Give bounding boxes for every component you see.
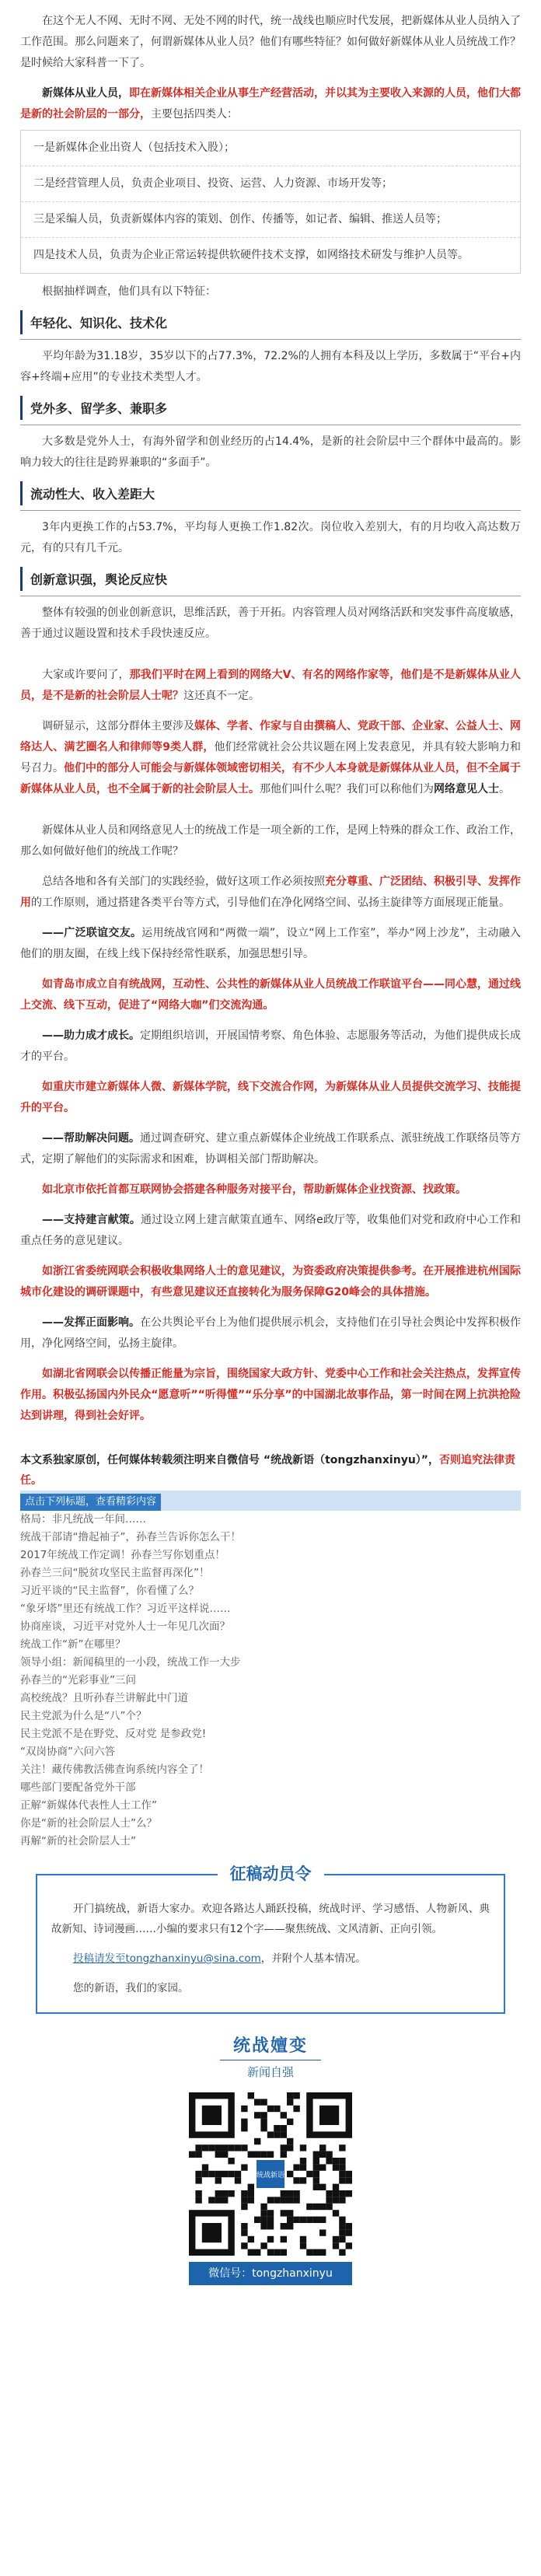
related-link[interactable]: 统战干部请“撸起袖子”，孙春兰告诉你怎么干！ (20, 1531, 241, 1543)
related-link[interactable]: 民主党派不是在野党、反对党 是参政党! (20, 1728, 207, 1740)
trait-body: 大多数是党外人士，有海外留学和创业经历的占14.4%，是新的社会阶层中三个群体中最高的。影响力较大的往往是跨界兼职的“多面手”。 (20, 435, 521, 469)
categories-box (20, 130, 521, 274)
method-body: 通过调查研究、建立重点新媒体企业统战工作联系点、派驻统战工作联络员等方式，定期了解他们的实际需求和困难，协调相关部门帮助解决。 (20, 1132, 521, 1166)
method-title: ——发挥正面影响。 (42, 1316, 140, 1329)
method-paragraph (20, 1210, 521, 1252)
related-link[interactable]: 你是“新的社会阶层人士”么？ (20, 1817, 157, 1830)
trait-body: 3年内更换工作的占53.7%，平均每人更换工作1.82次。岗位收入差别大，有的月均收入高达数万元，有的只有几千元。 (20, 521, 521, 554)
question-tail: 这还真不一定。 (183, 690, 260, 702)
category-item: 四是技术人员，负责为企业正常运转提供软硬件技术支撑，如网络技术研发与维护人员等。 (33, 249, 469, 261)
question-paragraph (20, 665, 521, 707)
brand-name: 统战嬗变 (232, 2036, 308, 2056)
related-header: 点击下列标题，查看精彩内容 (20, 1494, 161, 1511)
trait-section (20, 302, 521, 388)
survey-highlight: 他们中的部分人可能会与新媒体领域密切相关，有不少人本身就是新媒体从业人员，但不全属于新媒体从业人员，也不全属于新的社会阶层人士。 (20, 762, 521, 795)
why-paragraph: 新媒体从业人员和网络意见人士的统战工作是一项全新的工作，是网上特殊的群众工作、政治工作，那么如何做好他们的统战工作呢？ (20, 824, 521, 858)
related-link[interactable]: 再解“新的社会阶层人士” (20, 1835, 136, 1847)
method-example: 如浙江省委统网联会积极收集网络人士的意见建议，为资委政府决策提供参考。在开展推进杭州国际城市化建设的调研课题中，有些意见建议还直接转化为服务保障G20峰会的具体措施。 (20, 1265, 521, 1298)
method-title: ——帮助解决问题。 (42, 1132, 140, 1145)
survey-groups: 媒体、学者、作家与自由撰稿人、党政干部、企业家、公益人士、网络达人、满艺圈名人和律师等9类人群， (20, 720, 521, 753)
recruit-box (36, 1865, 505, 2014)
survey-end: 。 (499, 783, 510, 795)
practice-tail: 的工作原则，通过搭建各类平台等方式，引导他们在净化网络空间、弘扬主旋律等方面展现正能量。 (31, 897, 510, 909)
related-link[interactable]: 领导小组：新闻稿里的一小段，统战工作一大步 (20, 1656, 241, 1669)
method-title: ——助力成才成长。 (42, 1029, 140, 1042)
recruit-contact-lead: 投稿请发至 (73, 1952, 126, 1965)
trait-heading: 创新意识强，舆论反应快 (20, 567, 175, 591)
qr-code-block (189, 2092, 352, 2256)
recruit-email-link[interactable]: tongzhanxinyu@sina.com (125, 1952, 261, 1965)
related-link[interactable]: 格局：非凡统战一年间…… (20, 1513, 146, 1526)
definition-lead: 新媒体从业人员， (42, 87, 129, 100)
related-link[interactable]: 哪些部门要配备党外干部 (20, 1781, 136, 1794)
trait-heading: 年轻化、知识化、技术化 (20, 310, 175, 334)
related-link[interactable]: 孙春兰三问“脱贫攻坚民主监督再深化”！ (20, 1567, 210, 1579)
recruit-contact-tail: ，并附个人基本情况。 (260, 1952, 366, 1965)
brand-block (20, 2032, 521, 2080)
related-list (20, 1511, 521, 1851)
method-title: ——广泛联谊交友。 (42, 927, 142, 939)
trait-heading: 流动性大、收入差距大 (20, 481, 162, 505)
related-link[interactable]: “双岗协商”六问六答 (20, 1746, 115, 1758)
intro-paragraph: 在这个无人不网、无时不网、无处不网的时代，统一战线也顺应时代发展，把新媒体从业人员纳入了工作范围。那么问题来了，何谓新媒体从业人员？他们有哪些特征？如何做好新媒体从业人员统战工作？是时候给大家科普一下了。 (20, 15, 521, 69)
practice-lead: 总结各地和各有关部门的实践经验，做好这项工作必须按照 (42, 876, 325, 888)
method-paragraph (20, 1312, 521, 1354)
related-link[interactable]: “象牙塔”里还有统战工作？习近平这样说…… (20, 1603, 231, 1615)
trait-body: 整体有较强的创业创新意识，思维活跃，善于开拓。内容管理人员对网络活跃和突发事件高度敏感，善于通过议题设置和技术手段快速反应。 (20, 606, 521, 640)
survey-term: 网络意见人士 (434, 783, 499, 795)
method-title: ——支持建言献策。 (42, 1214, 141, 1226)
trait-heading: 党外多、留学多、兼职多 (20, 396, 175, 420)
copyright-notice (20, 1450, 521, 1491)
method-paragraph (20, 923, 521, 965)
related-link[interactable]: 协商座谈，习近平对党外人士一年见几次面？ (20, 1620, 230, 1633)
method-example: 如湖北省网联会以传播正能量为宗旨，围绕国家大政方针、党委中心工作和社会关注热点，发挥宣传作用。积极弘扬国内外民众“愿意听”“听得懂”“乐分享”的中国湖北故事作品，第一时间在网上抗洪抢险达到讲理，得到社会好评。 (20, 1368, 521, 1422)
recruit-title-wrap (37, 1861, 504, 1885)
related-link[interactable]: 孙春兰的“光彩事业”三问 (20, 1674, 136, 1686)
question-lead: 大家或许要问了， (42, 669, 130, 681)
definition-highlight: 即在新媒体相关企业从事生产经营活动，并以其为主要收入来源的人员，他们大都是新的社会阶层的一部分， (20, 87, 521, 121)
survey-mid: 他们经常就社会公共议题在网上发表意见，并具有较大影响力和号召力。 (20, 741, 522, 774)
survey-tail: 那他们叫什么呢？我们可以称他们为 (260, 783, 434, 795)
category-item: 三是采编人员，负责新媒体内容的策划、创作、传播等，如记者、编辑、推送人员等； (21, 202, 520, 238)
qr-logo-text: 统战新语 (256, 2172, 285, 2179)
definition-paragraph (20, 83, 521, 125)
related-link[interactable]: 高校统战？且听孙春兰讲解此中门道 (20, 1692, 188, 1704)
survey-lead: 调研显示，这部分群体主要涉及 (42, 720, 194, 732)
method-paragraph (20, 1128, 521, 1170)
related-link[interactable]: 民主党派为什么是“八”个？ (20, 1710, 147, 1722)
category-item: 一是新媒体企业出资人（包括技术入股）； (21, 131, 520, 166)
method-example: 如重庆市建立新媒体人微、新媒体学院，线下交流合作网，为新媒体从业人员提供交流学习、技能提升的平台。 (20, 1081, 521, 1114)
definition-tail: 主要包括四类人： (151, 108, 238, 121)
trait-section (20, 474, 521, 559)
related-header-bar (20, 1491, 521, 1511)
survey-intro: 根据抽样调查，他们具有以下特征： (42, 285, 216, 298)
recruit-title: 征稿动员令 (218, 1865, 324, 1883)
wechat-id-caption: 微信号：tongzhanxinyu (189, 2262, 352, 2285)
related-link[interactable]: 正解“新媒体代表性人士工作” (20, 1799, 157, 1812)
survey-paragraph (20, 716, 521, 800)
copyright-text: 本文系独家原创，任何媒体转载须注明来自微信号 “统战新语（tongzhanxinyu）”， (20, 1454, 439, 1466)
related-link[interactable]: 关注！藏传佛教活佛查询系统内容全了！ (20, 1763, 209, 1776)
method-example: 如北京市依托首都互联网协会搭建各种服务对接平台，帮助新媒体企业找资源、找政策。 (42, 1183, 466, 1196)
recruit-paragraph: 开门搞统战，新语大家办。欢迎各路达人踊跃投稿，统战时评、学习感悟、人物新风、典故新知、诗词漫画……小编的要求只有12个字——聚焦统战、文风清新、正向引领。 (51, 1903, 490, 1935)
qr-code-image[interactable] (189, 2092, 352, 2256)
question-highlight: 那我们平时在网上看到的网络大V、有名的网络作家等，他们是不是新媒体从业人员，是不是新的社会阶层人士呢？ (20, 669, 521, 702)
recruit-closing: 您的新语，我们的家园。 (73, 1982, 189, 1994)
heading-divider (20, 510, 521, 511)
recruit-contact (51, 1949, 490, 1969)
category-item: 二是经营管理人员，负责企业项目、投资、运营、人力资源、市场开发等； (21, 166, 520, 202)
trait-section (20, 388, 521, 474)
method-body: 通过设立网上建言献策直通车、网络e政厅等，收集他们对党和政府中心工作和重点任务的意见建议。 (20, 1214, 521, 1247)
trait-section (20, 559, 521, 645)
brand-slogan: 新闻自强 (246, 2065, 294, 2079)
heading-divider (20, 339, 521, 340)
practice-paragraph (20, 872, 521, 914)
method-body: 运用统战官网和“两微一端”，设立“网上工作室”，举办“网上沙龙”，主动融入他们的朋友圈，在线上线下保持经常性联系，加强思想引导。 (20, 927, 521, 960)
practice-principles: 充分尊重、广泛团结、积极引导、发挥作用 (20, 876, 521, 909)
related-link[interactable]: 2017年统战工作定调！孙春兰写你划重点！ (20, 1549, 225, 1561)
copyright-warning: 否则追究法律责任。 (20, 1454, 515, 1487)
method-example: 如青岛市成立自有统战网，互动性、公共性的新媒体从业人员统战工作联谊平台——同心慧，通过线上交流、线下互动，促进了“网络大咖”们交流沟通。 (20, 978, 521, 1012)
related-link[interactable]: 习近平谈的“民主监督”，你看懂了么？ (20, 1585, 199, 1597)
trait-body: 平均年龄为31.18岁，35岁以下的占77.3%，72.2%的人拥有本科及以上学历，多数属于“平台+内容+终端+应用”的专业技术类型人才。 (20, 350, 521, 383)
method-body: 定期组织培训，开展国情考察、角色体验、志愿服务等活动，为他们提供成长成才的平台。 (20, 1029, 521, 1063)
method-body: 在公共舆论平台上为他们提供展示机会，支持他们在引导社会舆论中发挥积极作用，净化网络空间，弘扬主旋律。 (20, 1316, 521, 1350)
related-link[interactable]: 统战工作“新”在哪里？ (20, 1638, 126, 1651)
method-paragraph (20, 1026, 521, 1068)
